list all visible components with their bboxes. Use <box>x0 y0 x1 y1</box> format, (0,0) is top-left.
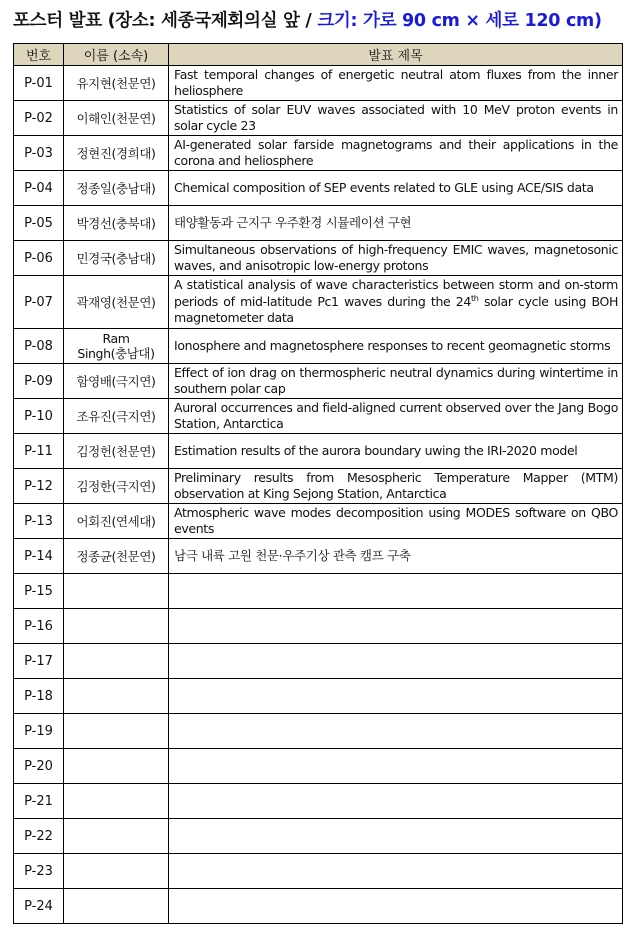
table-row <box>14 609 623 644</box>
presenter-name <box>64 714 169 749</box>
presenter-name <box>64 329 169 364</box>
table-row <box>14 504 623 539</box>
poster-number: P-18 <box>14 679 64 714</box>
page-title <box>13 8 602 34</box>
presentation-title <box>169 749 623 784</box>
table-row <box>14 819 623 854</box>
presenter-name-line: Ram <box>102 331 130 346</box>
presenter-name: 김정헌(천문연) <box>64 434 169 469</box>
poster-number: P-23 <box>14 854 64 889</box>
presentation-title <box>169 644 623 679</box>
header-number: 번호 <box>14 44 64 66</box>
table-header-row <box>14 44 623 66</box>
presentation-title <box>169 784 623 819</box>
presenter-name-line: Singh(충남대) <box>77 346 155 361</box>
presentation-title: Atmospheric wave modes decomposition using MODES software on QBO events <box>169 504 623 539</box>
poster-number: P-07 <box>14 276 64 329</box>
table-row <box>14 399 623 434</box>
presenter-name: 유지현(천문연) <box>64 66 169 101</box>
presenter-name <box>64 854 169 889</box>
table-body <box>14 66 623 924</box>
table-row <box>14 101 623 136</box>
poster-number: P-08 <box>14 329 64 364</box>
presenter-name: 곽재영(천문연) <box>64 276 169 329</box>
table-row <box>14 66 623 101</box>
poster-number: P-13 <box>14 504 64 539</box>
table-row <box>14 854 623 889</box>
presenter-name: 어회진(연세대) <box>64 504 169 539</box>
presenter-name: 박경선(충북대) <box>64 206 169 241</box>
poster-number: P-14 <box>14 539 64 574</box>
presentation-title <box>169 889 623 924</box>
poster-number: P-16 <box>14 609 64 644</box>
poster-number: P-06 <box>14 241 64 276</box>
presentation-title: Auroral occurrences and field-aligned current observed over the Jang Bogo Station, Antarctica <box>169 399 623 434</box>
presenter-name <box>64 574 169 609</box>
poster-number: P-01 <box>14 66 64 101</box>
table-row <box>14 136 623 171</box>
presenter-name <box>64 819 169 854</box>
poster-number: P-05 <box>14 206 64 241</box>
presentation-title: 태양활동과 근지구 우주환경 시뮬레이션 구현 <box>169 206 623 241</box>
title-size: 크기: 가로 90 cm × 세로 120 cm) <box>317 11 602 31</box>
poster-table <box>13 43 623 924</box>
presentation-title: Chemical composition of SEP events related to GLE using ACE/SIS data <box>169 171 623 206</box>
poster-number: P-20 <box>14 749 64 784</box>
table-row <box>14 469 623 504</box>
poster-number: P-15 <box>14 574 64 609</box>
poster-number: P-19 <box>14 714 64 749</box>
table-row <box>14 679 623 714</box>
presenter-name <box>64 749 169 784</box>
poster-number: P-04 <box>14 171 64 206</box>
table-row <box>14 644 623 679</box>
title-text-part: A statistical analysis of wave characteristics between storm and on-storm periods of mid-latitude Pc1 waves during the 24 <box>174 277 618 309</box>
poster-number: P-09 <box>14 364 64 399</box>
presenter-name <box>64 679 169 714</box>
presentation-title <box>169 276 623 329</box>
poster-number: P-12 <box>14 469 64 504</box>
presenter-name <box>64 784 169 819</box>
presenter-name: 조유진(극지연) <box>64 399 169 434</box>
table-row <box>14 784 623 819</box>
poster-number: P-03 <box>14 136 64 171</box>
presenter-name <box>64 644 169 679</box>
title-location: 포스터 발표 (장소: 세종국제회의실 앞 / <box>13 11 318 31</box>
presentation-title <box>169 854 623 889</box>
presenter-name <box>64 609 169 644</box>
poster-number: P-10 <box>14 399 64 434</box>
presentation-title <box>169 574 623 609</box>
presentation-title: 남극 내륙 고원 천문·우주기상 관측 캠프 구축 <box>169 539 623 574</box>
table-row <box>14 241 623 276</box>
presentation-title: Estimation results of the aurora boundary uwing the IRI-2020 model <box>169 434 623 469</box>
presenter-name <box>64 889 169 924</box>
table-row <box>14 329 623 364</box>
poster-number: P-22 <box>14 819 64 854</box>
table-row <box>14 574 623 609</box>
header-name: 이름 (소속) <box>64 44 169 66</box>
poster-number: P-02 <box>14 101 64 136</box>
table-row <box>14 171 623 206</box>
title-text-part: solar cycle using BOH magnetometer data <box>174 293 619 326</box>
table-row <box>14 889 623 924</box>
presentation-title: AI-generated solar farside magnetograms and their applications in the corona and heliosphere <box>169 136 623 171</box>
presentation-title: Fast temporal changes of energetic neutral atom fluxes from the inner heliosphere <box>169 66 623 101</box>
table-row <box>14 206 623 241</box>
presentation-title <box>169 679 623 714</box>
presentation-title: Simultaneous observations of high-frequency EMIC waves, magnetosonic waves, and anisotropic low-energy protons <box>169 241 623 276</box>
presentation-title: Ionosphere and magnetosphere responses to recent geomagnetic storms <box>169 329 623 364</box>
presenter-name: 김정한(극지연) <box>64 469 169 504</box>
presentation-title: Preliminary results from Mesospheric Temperature Mapper (MTM) observation at King Sejong Station, Antarctica <box>169 469 623 504</box>
table-row <box>14 749 623 784</box>
presenter-name: 함영배(극지연) <box>64 364 169 399</box>
table-row <box>14 714 623 749</box>
header-title: 발표 제목 <box>169 44 623 66</box>
table-row <box>14 276 623 329</box>
poster-number: P-21 <box>14 784 64 819</box>
poster-number: P-11 <box>14 434 64 469</box>
poster-number: P-17 <box>14 644 64 679</box>
table-row <box>14 539 623 574</box>
presentation-title: Effect of ion drag on thermospheric neutral dynamics during wintertime in southern polar cap <box>169 364 623 399</box>
presenter-name: 정종일(충남대) <box>64 171 169 206</box>
poster-number: P-24 <box>14 889 64 924</box>
presenter-name: 이해인(천문연) <box>64 101 169 136</box>
presenter-name: 정종균(천문연) <box>64 539 169 574</box>
presentation-title <box>169 714 623 749</box>
presentation-title: Statistics of solar EUV waves associated with 10 MeV proton events in solar cycle 23 <box>169 101 623 136</box>
presenter-name: 정현진(경희대) <box>64 136 169 171</box>
table-row <box>14 434 623 469</box>
presentation-title <box>169 609 623 644</box>
ordinal-suffix: th <box>471 293 479 303</box>
presentation-title <box>169 819 623 854</box>
presenter-name: 민경국(충남대) <box>64 241 169 276</box>
table-row <box>14 364 623 399</box>
